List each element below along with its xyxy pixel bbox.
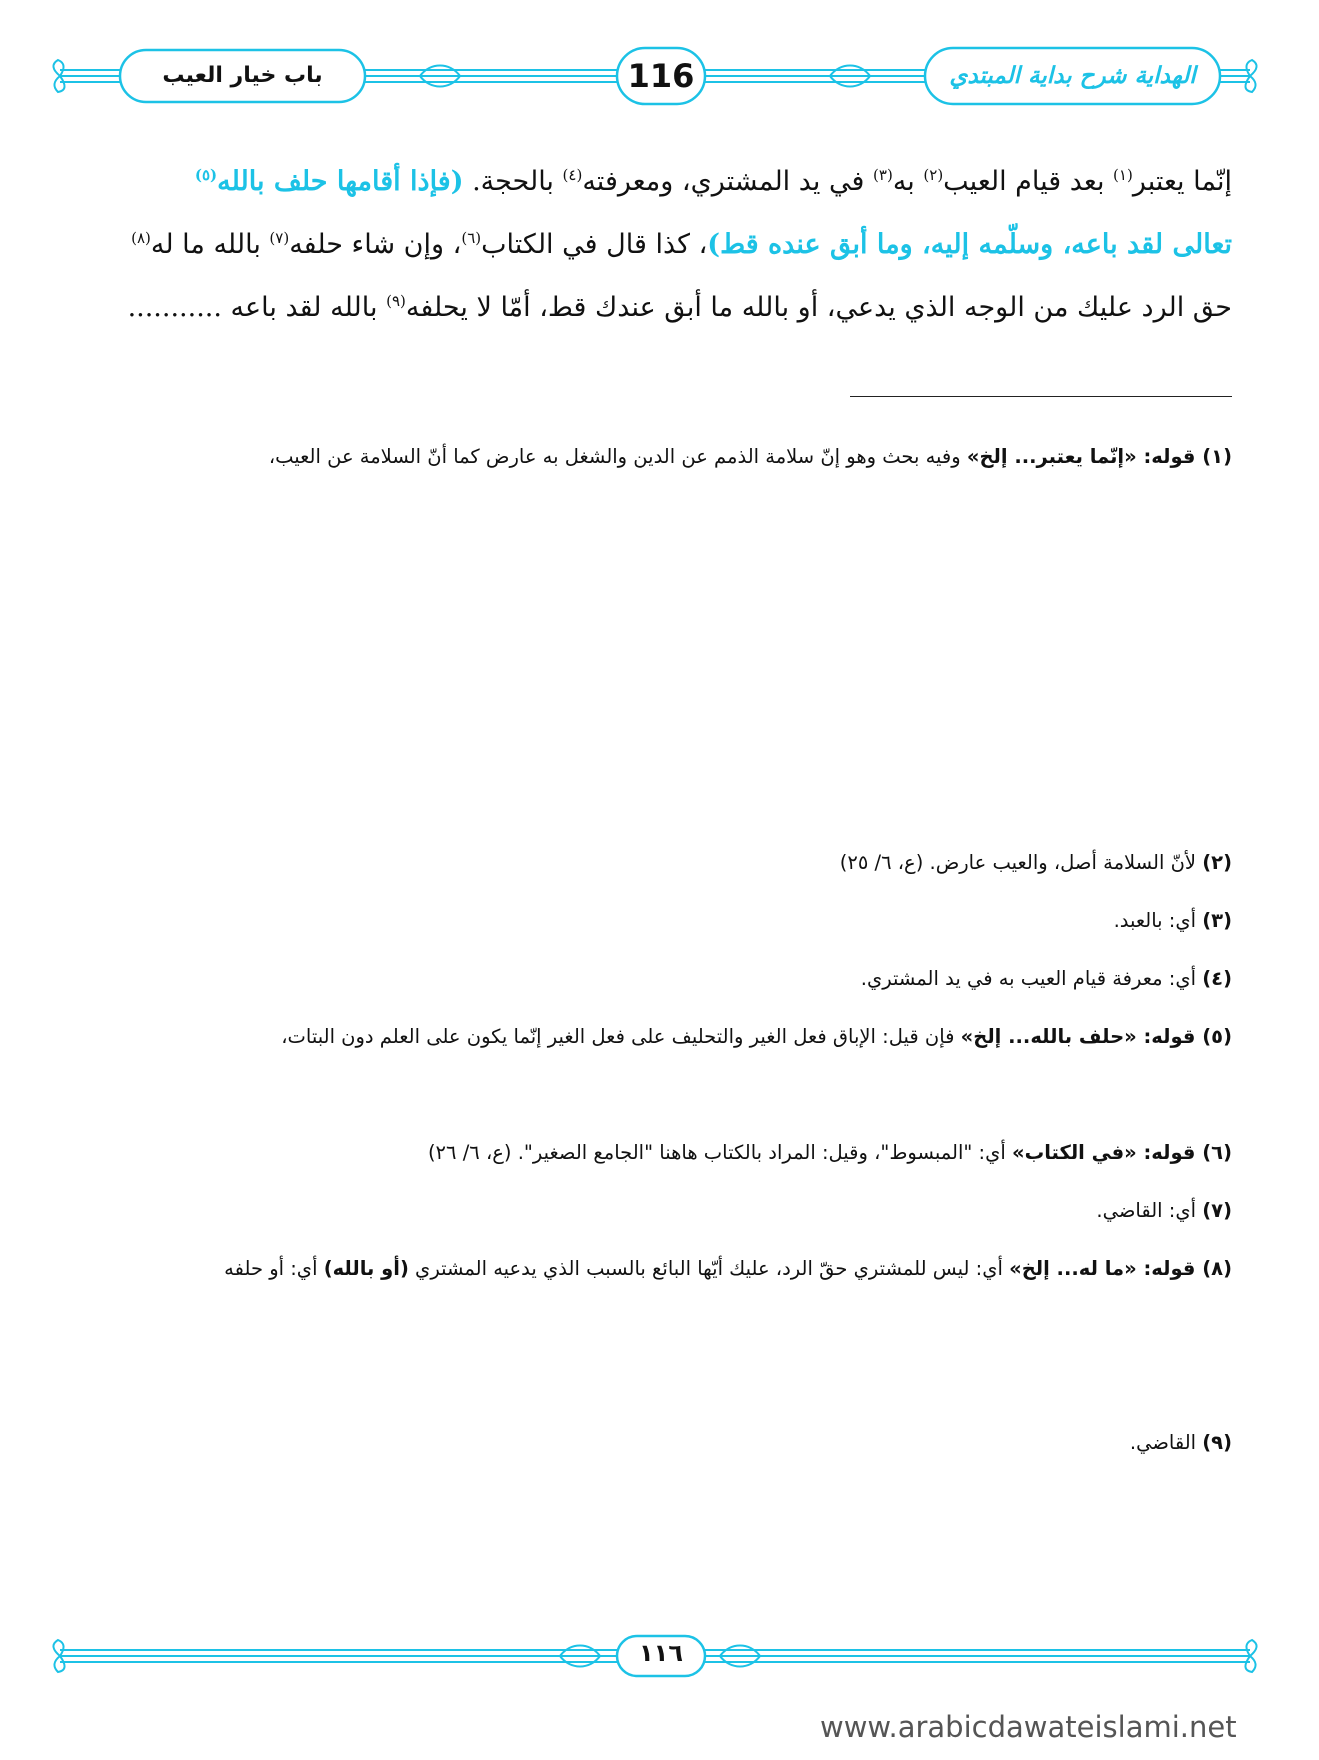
footnote-1 bbox=[105, 428, 1232, 486]
footnote-line bbox=[105, 544, 1232, 602]
footnote-text: أي: بالعبد. bbox=[1113, 909, 1203, 932]
footnote-ref-4: (٤) bbox=[562, 166, 583, 184]
footnote-separator bbox=[850, 396, 1232, 397]
footnote-text: أي: "المبسوط"، وقيل: المراد بالكتاب هاهنا "الجامع الصغير". (ع، ٦/ ٢٦) bbox=[427, 1141, 1013, 1164]
text-run: بالله لقد باعه ........... bbox=[127, 292, 387, 323]
footnote-ref-6: (٦) bbox=[461, 229, 482, 247]
footnote-line bbox=[105, 486, 1232, 544]
main-line-3 bbox=[120, 276, 1232, 339]
footnote-lead: قوله: bbox=[1136, 1025, 1203, 1048]
footnote-quote: «في الكتاب» bbox=[1012, 1141, 1137, 1164]
footnote-ref-5: (٥) bbox=[194, 166, 218, 184]
text-run: بالحجة. bbox=[463, 166, 563, 197]
footnote-quote: «إنّما يعتبر... إلخ» bbox=[966, 445, 1137, 468]
footnote-quote: (أو بالله) bbox=[323, 1257, 409, 1280]
footnote-7 bbox=[105, 1182, 1232, 1240]
footnote-ref-8: (٨) bbox=[131, 229, 151, 247]
footnotes bbox=[105, 428, 1232, 1472]
footnote-line bbox=[105, 602, 1232, 660]
footnote-text: أي: القاضي. bbox=[1096, 1199, 1203, 1222]
footnote-5 bbox=[105, 1008, 1232, 1066]
footnote-6 bbox=[105, 1124, 1232, 1182]
footer-page-number: ١١٦ bbox=[639, 1639, 683, 1667]
footnote-lead: قوله: bbox=[1136, 1257, 1203, 1280]
footnote-line bbox=[105, 776, 1232, 834]
footnote-quote: «ما له... إلخ» bbox=[1009, 1257, 1137, 1280]
book-logo: الهداية شرح بداية المبتدي bbox=[949, 62, 1196, 89]
footnote-number: (١) bbox=[1202, 445, 1232, 468]
main-text-block bbox=[120, 150, 1232, 339]
chapter-title: باب خيار العيب bbox=[162, 63, 323, 88]
footnote-line bbox=[105, 1298, 1232, 1356]
text-run: حق الرد عليك من الوجه الذي يدعي، أو بالله ما أبق عندك قط، أمّا لا يحلفه bbox=[405, 292, 1232, 323]
footnote-ref-3: (٣) bbox=[873, 166, 893, 184]
footnote-text: أي: ليس للمشتري حقّ الرد، عليك أيّها البائع بالسبب الذي يدعيه المشتري bbox=[408, 1257, 1010, 1280]
footnote-4 bbox=[105, 950, 1232, 1008]
footnote-line bbox=[105, 1066, 1232, 1124]
footnote-ref-2: (٢) bbox=[923, 166, 944, 184]
footnote-text: وفيه بحث وهو إنّ سلامة الذمم عن الدين والشغل به عارض كما أنّ السلامة عن العيب، bbox=[268, 445, 967, 468]
footnote-number: (٨) bbox=[1202, 1257, 1232, 1280]
footnote-8 bbox=[105, 1240, 1232, 1298]
footnote-line bbox=[105, 660, 1232, 718]
text-run: إنّما يعتبر bbox=[1132, 166, 1232, 197]
text-run: ، وإن شاء حلفه bbox=[289, 229, 462, 260]
footnote-lead: قوله: bbox=[1136, 445, 1203, 468]
footnote-text: القاضي. bbox=[1129, 1431, 1203, 1454]
footnote-number: (٣) bbox=[1202, 909, 1232, 932]
text-run: به bbox=[892, 166, 924, 197]
footnote-ref-1: (١) bbox=[1113, 166, 1133, 184]
website-url[interactable]: www.arabicdawateislami.net bbox=[820, 1710, 1237, 1744]
footnote-number: (٧) bbox=[1202, 1199, 1232, 1222]
footnote-line bbox=[105, 1356, 1232, 1414]
text-run: بعد قيام العيب bbox=[943, 166, 1114, 197]
footnote-number: (٥) bbox=[1202, 1025, 1232, 1048]
footnote-number: (٤) bbox=[1202, 967, 1232, 990]
main-line-2 bbox=[120, 213, 1232, 276]
footnote-ref-7: (٧) bbox=[269, 229, 290, 247]
page-number: 116 bbox=[627, 57, 695, 95]
text-run: بالله ما له bbox=[150, 229, 270, 260]
footnote-line bbox=[105, 718, 1232, 776]
footnote-9 bbox=[105, 1414, 1232, 1472]
footnote-number: (٦) bbox=[1202, 1141, 1232, 1164]
footnote-2 bbox=[105, 834, 1232, 892]
footnote-text: أي: أو حلفه bbox=[224, 1257, 324, 1280]
footnote-text: أي: معرفة قيام العيب به في يد المشتري. bbox=[860, 967, 1203, 990]
footnote-quote: «حلف بالله... إلخ» bbox=[960, 1025, 1137, 1048]
text-run: في يد المشتري، ومعرفته bbox=[582, 166, 874, 197]
footnote-text: فإن قيل: الإباق فعل الغير والتحليف على فعل الغير إنّما يكون على العلم دون البتات، bbox=[281, 1025, 961, 1048]
footnote-number: (٢) bbox=[1202, 851, 1232, 874]
footnote-3 bbox=[105, 892, 1232, 950]
text-run: ، كذا قال في الكتاب bbox=[481, 229, 708, 260]
footnote-lead: قوله: bbox=[1136, 1141, 1203, 1164]
footnote-number: (٩) bbox=[1202, 1431, 1232, 1454]
matn-highlight: (فإذا أقامها حلف بالله bbox=[217, 166, 464, 197]
footnote-text: لأنّ السلامة أصل، والعيب عارض. (ع، ٦/ ٢٥) bbox=[839, 851, 1203, 874]
matn-highlight: تعالى لقد باعه، وسلّمه إليه، وما أبق عنده قط) bbox=[707, 229, 1232, 260]
footnote-ref-9: (٩) bbox=[386, 292, 406, 310]
main-line-1 bbox=[120, 150, 1232, 213]
